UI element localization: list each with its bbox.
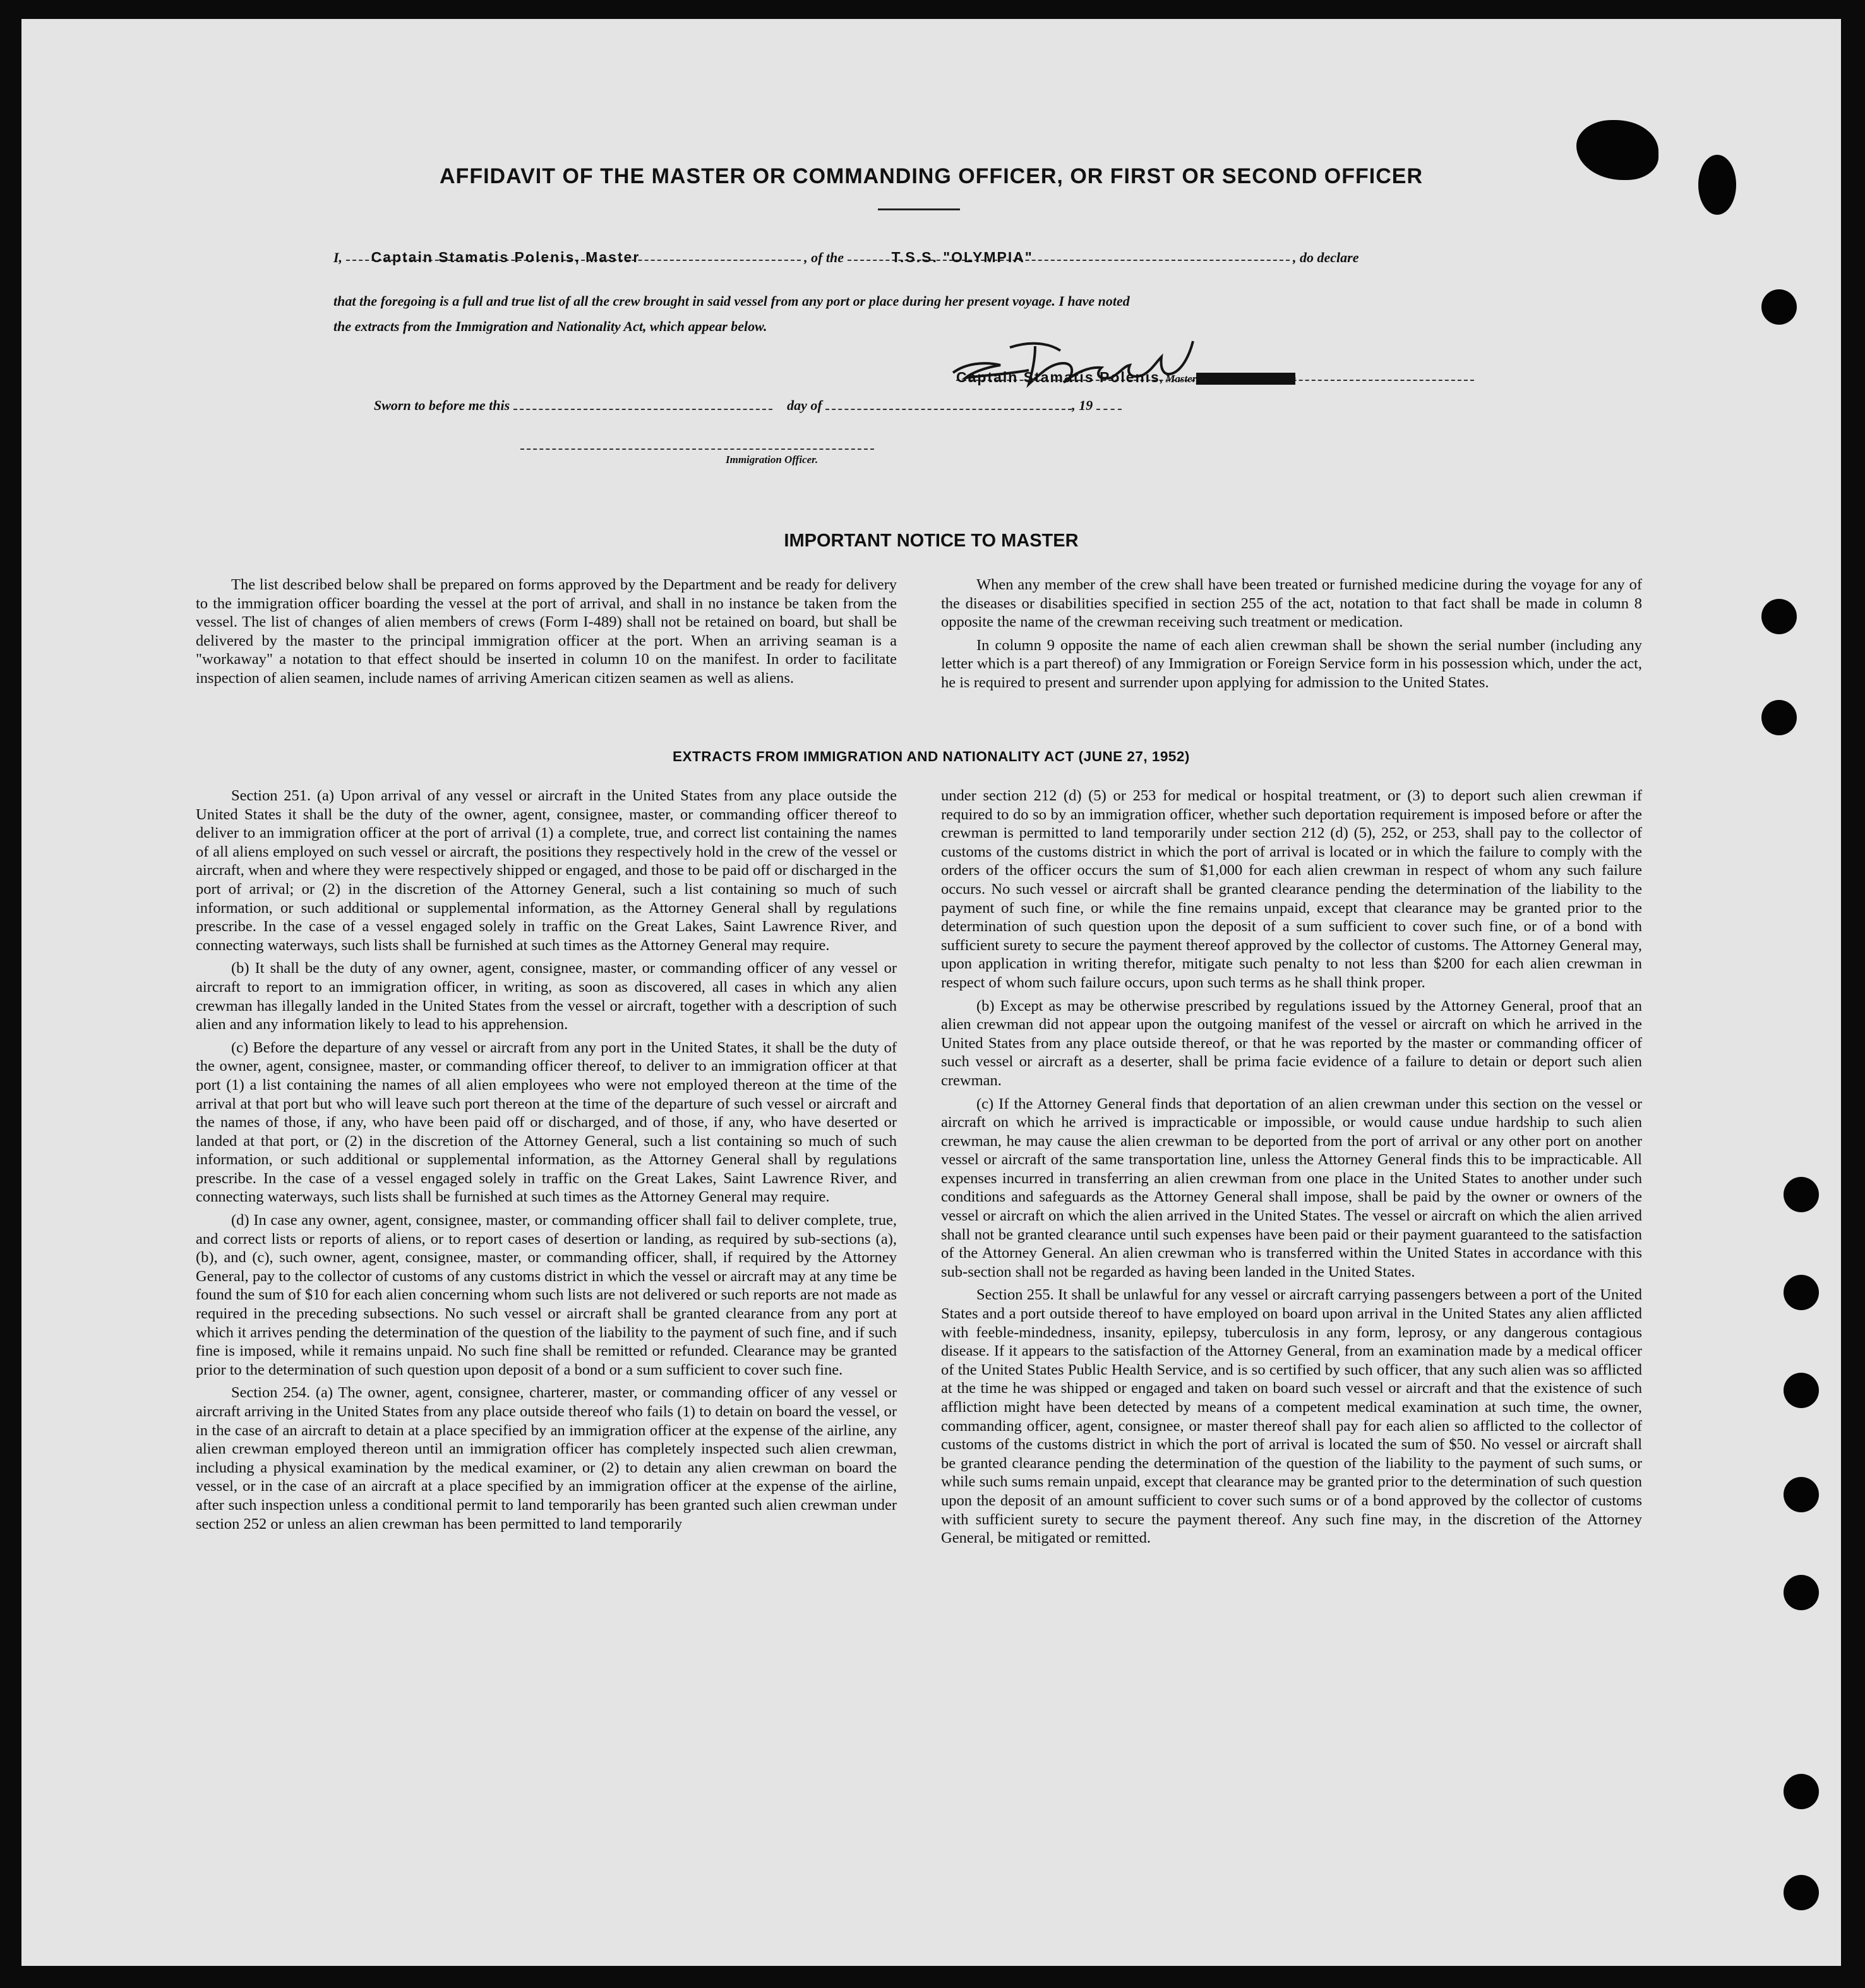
extract-left-paragraph: Section 254. (a) The owner, agent, consignee, charterer, master, or commanding officer of any vessel or aircraft arriving in the United States from any place outside thereof who fails (1) to detain on board the vessel, or in the case of an aircraft to detain at a place specified by an immigration officer at the expense of the airline, any alien crewman employed thereon until an immigration officer has completely inspected such alien crewman, including a physical examination by the medical examiner, or (2) to detain any alien crewman on board the vessel, or in the case of an aircraft at a place specified by an immigration officer at the expense of the airline, after such inspection unless a conditional permit to land temporarily has been granted such alien crewman under section 252 or unless an alien crewman has been permitted to land temporarily (196, 1384, 897, 1533)
extract-right-paragraph: Section 255. It shall be unlawful for any vessel or aircraft carrying passengers between a port of the United States and a port outside thereof to have employed on board upon arrival in the United States any alien afflicted with feeble-mindedness, insanity, epilepsy, tuberculosis in any form, leprosy, or any dangerous contagious disease. If it appears to the satisfaction of the Attorney General, from an examination made by a medical officer of the United States Public Health Service, and is so certified by such officer, that any such alien was so afflicted at the time he was shipped or engaged and taken on board such vessel or aircraft and that the existence of such affliction might have been detected by means of a competent medical examination at such time, the owner, commanding officer, agent, consignee, or master thereof shall pay for each alien so afflicted to the collector of customs of the customs district in which the port of arrival is located the sum of $50. No vessel or aircraft shall be granted clearance pending the determination of the question of the liability to the payment of such sums, or while such sums remain unpaid, except that clearance may be granted prior to the determination of such question upon the deposit of an amount sufficient to cover such sums or of a bond approved by the collector of customs with sufficient surety to secure the payment thereof. Any such fine may, in the discretion of the Attorney General, be mitigated or remitted. (941, 1286, 1642, 1547)
do-declare-label: , do declare (1293, 250, 1359, 265)
punch-hole (1761, 700, 1797, 735)
sworn-label: Sworn to before me this (374, 397, 510, 413)
punch-hole (1784, 1275, 1819, 1310)
punch-hole (1784, 1477, 1819, 1512)
declarant-field (346, 243, 801, 265)
notice-right-paragraph-1: When any member of the crew shall have been treated or furnished medicine during the voyage for any of the diseases or disabilities specified in section 255 of the act, notation to that fact shall be made in column 8 opposite the name of the crewman receiving such treatment or medication. (941, 576, 1642, 631)
punch-hole (1784, 1774, 1819, 1809)
of-the-label: , of the (804, 250, 844, 265)
bleed-through-background: ︎ (400, 130, 433, 153)
signer-line (956, 363, 1525, 392)
punch-hole (1784, 1575, 1819, 1610)
declaration-line-1 (333, 243, 1521, 272)
extracts-right-column (941, 786, 1642, 1552)
signer-title-master: , Master (1160, 373, 1196, 385)
extracts-title: EXTRACTS FROM IMMIGRATION AND NATIONALITY ACT (JUNE 27, 1952) (673, 749, 1190, 764)
declaration-line-2: that the foregoing is a full and true list of all the crew brought in said vessel from any port or place during her present voyage. I have noted (333, 293, 1130, 309)
punch-hole (1784, 1177, 1819, 1212)
notice-left-column (196, 575, 897, 692)
signer-name: Captain Stamatis Polenis (956, 369, 1160, 385)
sworn-day-field (513, 392, 772, 410)
extract-right-paragraph: (b) Except as may be otherwise prescribed by regulations issued by the Attorney General, proof that an alien crewman did not appear upon the outgoing manifest of the vessel or aircraft on which he arrived in the United States from any place outside thereof, or that he was reported by the master or commanding officer of such vessel or aircraft as a deserter, shall be prima facie evidence of a failure to detain or deport such alien crewman. (941, 997, 1642, 1089)
extracts-left-column (196, 786, 897, 1538)
signer-field (956, 363, 1474, 385)
immigration-officer-label: Immigration Officer. (726, 454, 819, 466)
title-underline (878, 208, 960, 210)
affidavit-title: AFFIDAVIT OF THE MASTER OR COMMANDING OFFICER, OR FIRST OR SECOND OFFICER (440, 164, 1423, 188)
declaration-line-3: the extracts from the Immigration and Nationality Act, which appear below. (333, 318, 767, 334)
year-label: , 19 (1072, 397, 1093, 413)
vessel-field (848, 243, 1290, 265)
i-label: I, (333, 250, 343, 265)
punch-hole (1784, 1875, 1819, 1910)
sworn-month-field (825, 392, 1072, 410)
punch-hole (1761, 599, 1797, 634)
punch-hole (1784, 1373, 1819, 1408)
declarant-value: Captain Stamatis Polenis, Master (371, 249, 640, 265)
extract-right-paragraph: (c) If the Attorney General finds that deportation of an alien crewman under this section on the vessel or aircraft on which he arrived is impracticable or impossible, or would cause undue hardship to such alien crewman, he may cause the alien crewman to be deported from the port of arrival or any other port on another vessel or aircraft of the same transportation line, unless the Attorney General finds this to be impracticable. All expenses incurred in transferring an alien crewman from one place in the United States to another under such conditions and safeguards as the Attorney General shall impose, shall be paid by the owner or owners of the vessel or aircraft on which the alien arrived in the United States. The vessel or aircraft on which the alien arrived shall not be granted clearance until such expenses have been paid or their payment guaranteed to the satisfaction of the Attorney General. An alien crewman who is transferred within the United States in accordance with this sub-section shall not be regarded as having been landed in the United States. (941, 1095, 1642, 1280)
sworn-line (374, 392, 1561, 419)
document-page (21, 19, 1841, 1966)
sworn-year-field (1096, 392, 1122, 410)
extract-left-paragraph: (d) In case any owner, agent, consignee, master, or commanding officer shall fail to deliver complete, true, and correct lists or reports of aliens, or to report cases of desertion or landing, as required by sub-sections (a), (b), and (c), such owner, agent, consignee, master, or commanding officer, shall, if required by the Attorney General, pay to the collector of customs of any customs district in which the vessel or aircraft may at any time be found the sum of $10 for each alien concerning whom such lists are not delivered or such reports are not made as required in the preceding subsections. No such vessel or aircraft shall be granted clearance from any port at which it arrives pending the determination of the question of the liability to the payment of such fine, and if such fine is imposed, while it remains unpaid. No such fine shall be remitted or refunded. Clearance may be granted prior to the determination of such question upon deposit of a bond or a sum sufficient to cover such fine. (196, 1212, 897, 1378)
notice-title: IMPORTANT NOTICE TO MASTER (784, 531, 1079, 551)
notice-right-paragraph-2: In column 9 opposite the name of each alien crewman shall be shown the serial number (including any letter which is a part thereof) of any Immigration or Foreign Service form in his possession which, under the act, he is required to present and surrender upon applying for admission to the United States. (941, 636, 1642, 691)
notice-right-column (941, 575, 1642, 697)
signer-title-struck: , Commanding Officer (1196, 373, 1296, 385)
extract-right-paragraph: under section 212 (d) (5) or 253 for medical or hospital treatment, or (3) to deport such alien crewman if required to do so by an immigration officer, whether such deportation requirement is imposed before or after the crewman is permitted to land temporarily under section 212 (d) (5), 252, or 253, shall pay to the collector of customs of the customs district in which the port of arrival is located or in which the failure to comply with the orders of the officer occurs the sum of $1,000 for each alien crewman in respect of whom any such failure occurs. No such vessel or aircraft shall be granted clearance pending the determination of the liability to the payment of such fine, or while the fine remains unpaid, except that clearance may be granted prior to the determination of such question upon the deposit of a sum sufficient to cover such fine, or of a bond with sufficient surety to secure the payment thereof approved by the collector of customs. The Attorney General may, upon application in writing therefor, mitigate such penalty to not less than $200 for each alien crewman in respect of whom such failure occurs, upon such terms as he shall think proper. (941, 787, 1642, 991)
notice-left-paragraph: The list described below shall be prepared on forms approved by the Department and be ready for delivery to the immigration officer boarding the vessel at the port of arrival, and shall in no instance be taken from the vessel. The list of changes of alien members of crews (Form I-489) shall not be retained on board, but shall be delivered by the master to the principal immigration officer at the port. When an arriving seaman is a "workaway" a notation to that effect should be inserted in column 10 on the manifest. In order to facilitate inspection of alien seamen, include names of arriving American citizen seamen as well as aliens. (196, 576, 897, 687)
extract-left-paragraph: (c) Before the departure of any vessel or aircraft from any port in the United States, it shall be the duty of the owner, agent, consignee, master, or commanding officer thereof, to deliver to an immigration officer at that port (1) a list containing the names of all alien employees who were not employed thereon at the time of the arrival at that port but who will leave such port thereon at the time of the departure of such vessel or aircraft and the names of those, if any, who have been paid off or discharged, and of those, if any, who have deserted or landed at that port, or (2) in the discretion of the Attorney General, such a list containing so much of such information, or such additional or supplemental information, as the Attorney General shall by regulations prescribe. In the case of a vessel engaged solely in traffic on the Great Lakes, Saint Lawrence River, and connecting waterways, such lists shall be furnished at such times as the Attorney General may require. (196, 1039, 897, 1206)
vessel-value: T.S.S. "OLYMPIA" (891, 249, 1033, 265)
day-of-label: day of (787, 397, 822, 413)
extract-left-paragraph: (b) It shall be the duty of any owner, agent, consignee, master, or commanding officer of any vessel or aircraft to report to an immigration officer, in writing, as soon as discovered, all cases in which any alien crewman has illegally landed in the United States from the vessel or aircraft, together with a description of such alien and any information likely to lead to his apprehension. (196, 960, 897, 1033)
extract-left-paragraph: Section 251. (a) Upon arrival of any vessel or aircraft in the United States from any place outside the United States it shall be the duty of the owner, agent, consignee, master, or commanding officer thereof to deliver to an immigration officer at the port of arrival (1) a complete, true, and correct list containing the names of all aliens employed on such vessel or aircraft, the positions they respectively hold in the crew of the vessel or aircraft, when and where they were respectively shipped or engaged, and those to be paid off or discharged in the port of arrival; or (2) in the discretion of the Attorney General, such a list containing so much of such information, or such additional or supplemental information, as the Attorney General shall by regulations prescribe. In the case of a vessel engaged solely in traffic on the Great Lakes, Saint Lawrence River, and connecting waterways, such lists shall be furnished at such times as the Attorney General may require. (196, 787, 897, 954)
punch-hole (1761, 289, 1797, 325)
